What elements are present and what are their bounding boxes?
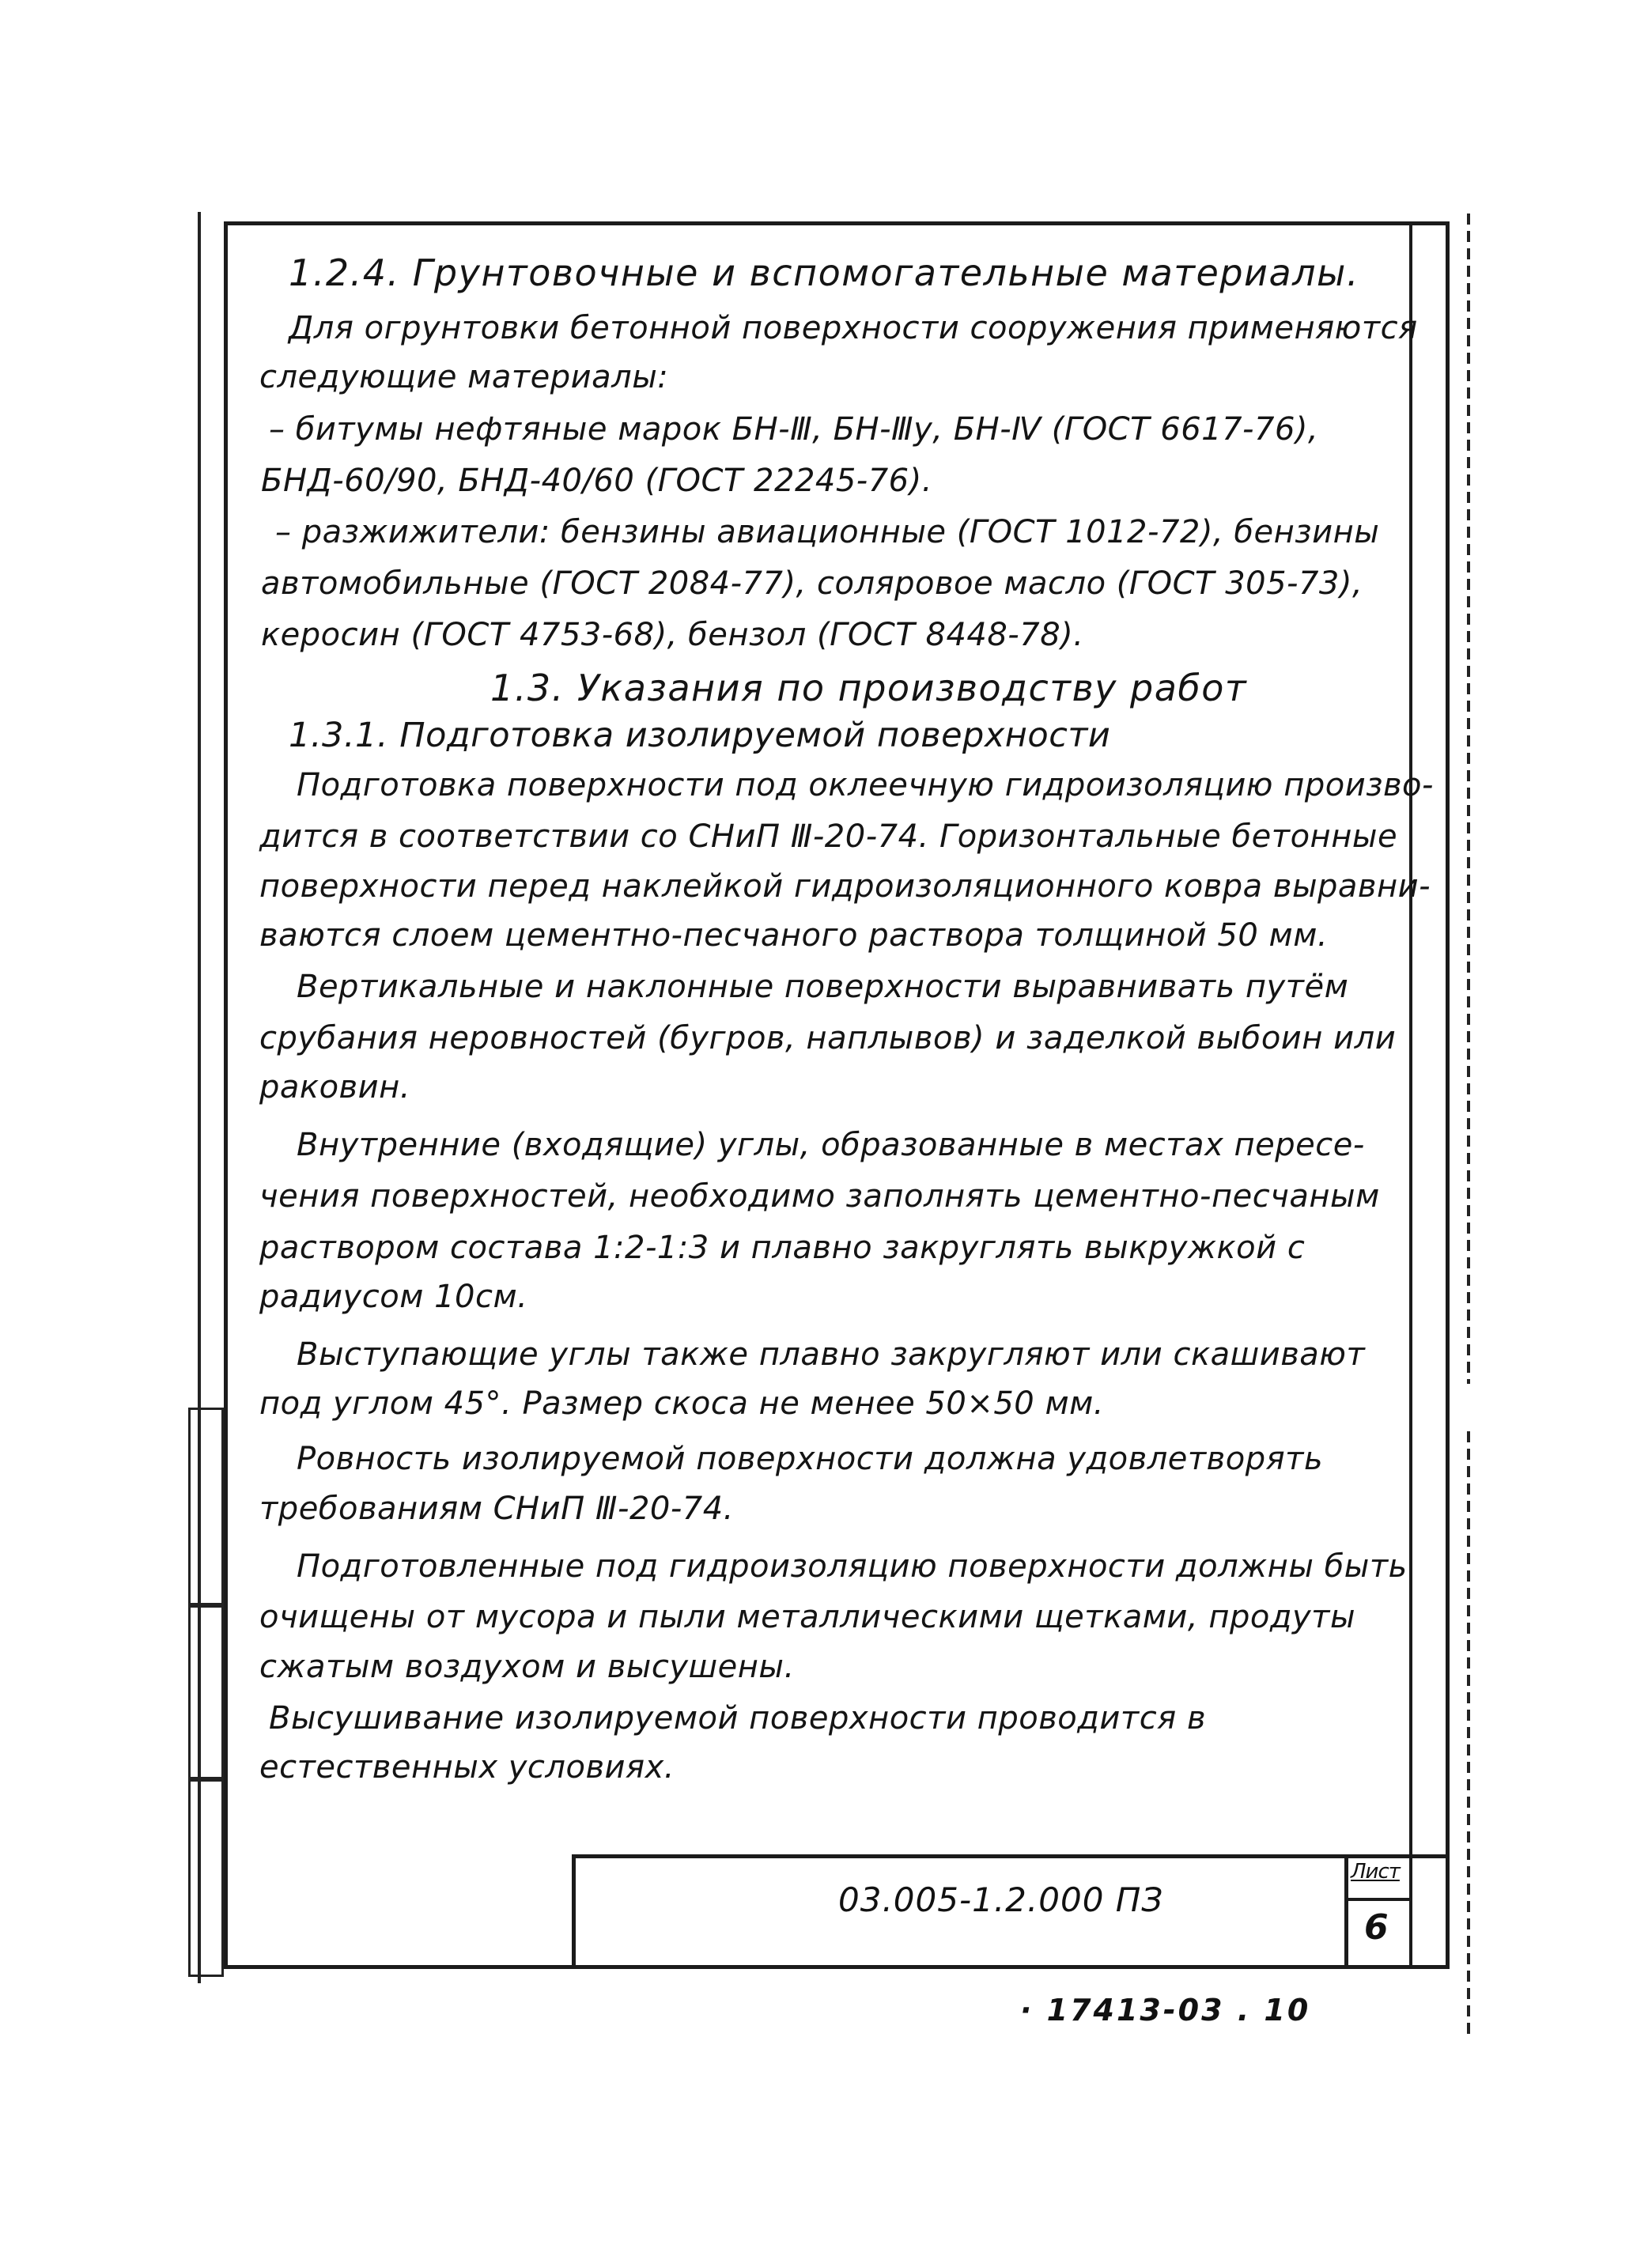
text-line: Вертикальные и наклонные поверхности выравнивать путём bbox=[297, 969, 1349, 1005]
text-line: автомобильные (ГОСТ 2084-77), соляровое масло (ГОСТ 305-73), bbox=[261, 565, 1363, 602]
text-line: дится в соответствии со СНиП Ⅲ-20-74. Горизонтальные бетонные bbox=[259, 818, 1398, 855]
side-box-2 bbox=[188, 1605, 224, 1779]
text-line: раствором состава 1:2-1:3 и плавно закруглять выкружкой с bbox=[259, 1230, 1306, 1266]
text-line: БНД-60/90, БНД-40/60 (ГОСТ 22245-76). bbox=[261, 463, 932, 499]
text-line: Подготовка поверхности под оклеечную гидроизоляцию произво- bbox=[297, 767, 1434, 803]
side-box-3 bbox=[188, 1779, 224, 1977]
text-line: очищены от мусора и пыли металлическими щетками, продуты bbox=[259, 1599, 1356, 1635]
sheet-cell-divider bbox=[1344, 1898, 1409, 1901]
side-box-1 bbox=[188, 1408, 224, 1605]
section-heading-1-3-1: 1.3.1. Подготовка изолируемой поверхности bbox=[289, 716, 1111, 755]
text-line: Для огрунтовки бетонной поверхности сооружения применяются bbox=[289, 310, 1418, 346]
text-line: под углом 45°. Размер скоса не менее 50×50 мм. bbox=[259, 1385, 1105, 1422]
text-line: Ровность изолируемой поверхности должна удовлетворять bbox=[297, 1441, 1324, 1477]
right-edge-dashes-top bbox=[1467, 214, 1470, 1384]
text-line: радиусом 10см. bbox=[259, 1279, 528, 1315]
right-edge-dashes-bottom bbox=[1467, 1431, 1470, 2040]
text-line: Высушивание изолируемой поверхности проводится в bbox=[269, 1700, 1207, 1737]
text-line: Внутренние (входящие) углы, образованные в местах пересе- bbox=[297, 1127, 1365, 1163]
text-line: раковин. bbox=[259, 1069, 410, 1105]
document-code: 03.005-1.2.000 ПЗ bbox=[838, 1880, 1164, 1919]
text-line: керосин (ГОСТ 4753-68), бензол (ГОСТ 8448-78). bbox=[261, 617, 1084, 653]
right-border-strip bbox=[1409, 221, 1446, 1969]
text-line: Выступающие углы также плавно закругляют или скашивают bbox=[297, 1336, 1366, 1373]
text-line: ваются слоем цементно-песчаного раствора толщиной 50 мм. bbox=[259, 917, 1329, 954]
text-line: поверхности перед наклейкой гидроизоляционного ковра выравни- bbox=[259, 868, 1431, 905]
section-heading-1-3: 1.3. Указания по производству работ bbox=[490, 667, 1248, 709]
sheet-label: Лист bbox=[1351, 1860, 1400, 1884]
text-line: чения поверхностей, необходимо заполнять цементно-песчаным bbox=[259, 1178, 1380, 1215]
archive-number: · 17413-03 . 10 bbox=[1020, 1993, 1311, 2028]
text-line: следующие материалы: bbox=[259, 359, 669, 395]
text-line: – разжижители: бензины авиационные (ГОСТ 1012-72), бензины bbox=[275, 514, 1380, 550]
section-heading-1-2-4: 1.2.4. Грунтовочные и вспомогательные материалы. bbox=[289, 251, 1359, 294]
sheet-number: 6 bbox=[1364, 1907, 1389, 1948]
text-line: – битумы нефтяные марок БН-Ⅲ, БН-Ⅲу, БН-Ⅳ (ГОСТ 6617-76), bbox=[269, 411, 1319, 448]
text-line: сжатым воздухом и высушены. bbox=[259, 1649, 795, 1685]
text-line: естественных условиях. bbox=[259, 1749, 675, 1786]
text-line: требованиям СНиП Ⅲ-20-74. bbox=[259, 1491, 734, 1527]
text-line: Подготовленные под гидроизоляцию поверхности должны быть bbox=[297, 1548, 1408, 1585]
text-line: срубания неровностей (бугров, наплывов) и заделкой выбоин или bbox=[259, 1020, 1397, 1056]
